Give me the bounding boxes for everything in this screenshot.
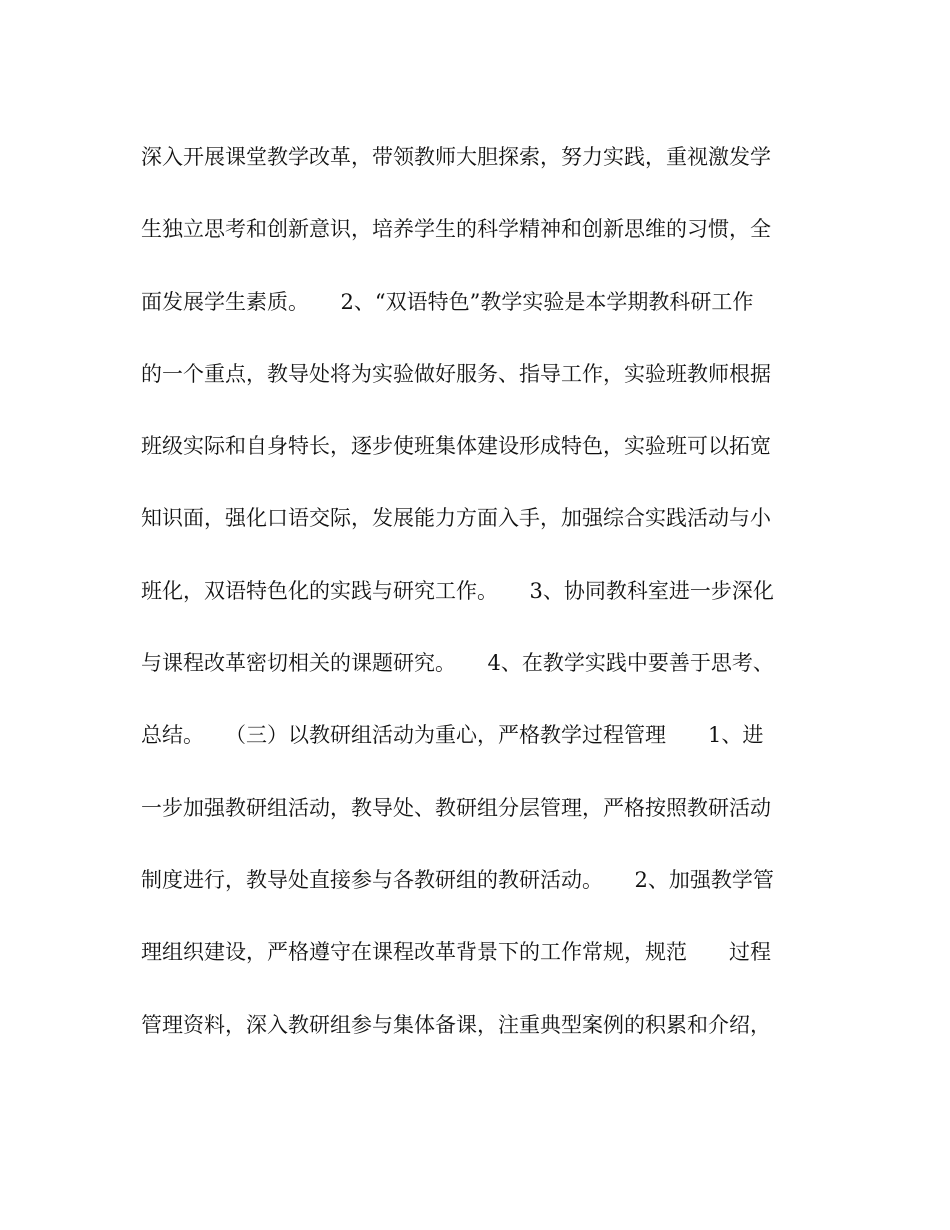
text-line: 一步加强教研组活动，教导处、教研组分层管理，严格按照教研活动 (141, 795, 771, 820)
text-line: 理组织建设，严格遵守在课程改革背景下的工作常规，规范 过程 (141, 940, 771, 965)
text-line: 班级实际和自身特长，逐步使班集体建设形成特色，实验班可以拓宽 (141, 434, 771, 459)
text-line: 生独立思考和创新意识，培养学生的科学精神和创新思维的习惯，全 (141, 217, 771, 242)
body-text (141, 137, 821, 1077)
text-line: 管理资料，深入教研组参与集体备课，注重典型案例的积累和介绍， (141, 1012, 771, 1037)
text-line: 与课程改革密切相关的课题研究。 4、在教学实践中要善于思考、 (141, 651, 774, 676)
text-line: 面发展学生素质。 2、“双语特色”教学实验是本学期教科研工作 (141, 289, 754, 314)
text-line: 知识面，强化口语交际，发展能力方面入手，加强综合实践活动与小 (141, 506, 771, 531)
text-line: 制度进行，教导处直接参与各教研组的教研活动。 2、加强教学管 (141, 867, 774, 892)
text-line: 班化，双语特色化的实践与研究工作。 3、协同教科室进一步深化 (141, 578, 774, 603)
text-line: 总结。 （三）以教研组活动为重心，严格教学过程管理 1、进 (141, 723, 764, 748)
text-line: 的一个重点，教导处将为实验做好服务、指导工作，实验班教师根据 (141, 361, 771, 386)
text-line: 深入开展课堂教学改革，带领教师大胆探索，努力实践，重视激发学 (141, 145, 771, 169)
